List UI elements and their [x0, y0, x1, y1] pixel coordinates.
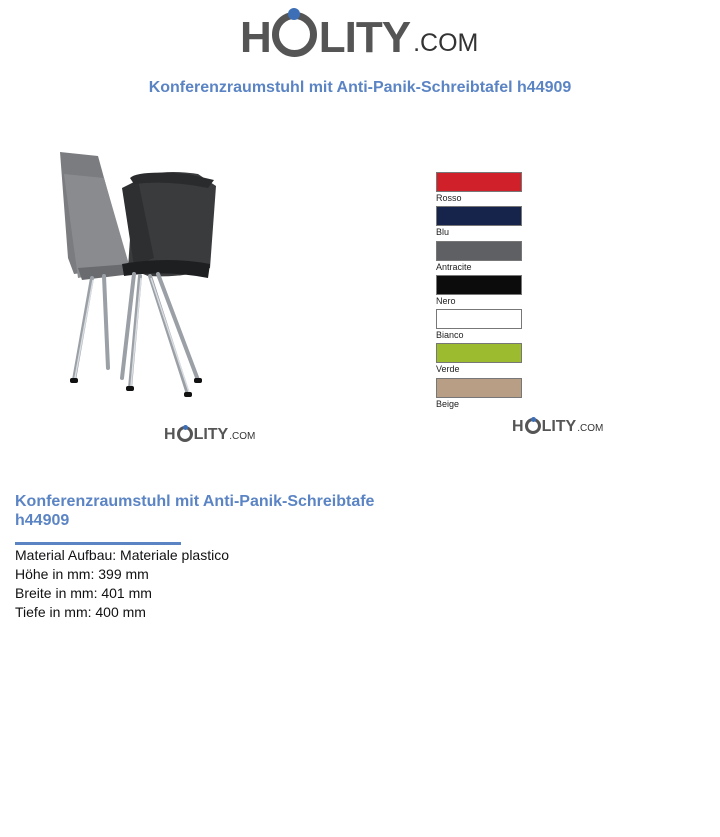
chair-product-image — [38, 118, 258, 418]
spec-width: Breite in mm: 401 mm — [15, 585, 152, 601]
color-chip — [436, 378, 522, 398]
color-swatch — [436, 206, 522, 240]
product-specs — [15, 546, 229, 622]
spec-depth: Tiefe in mm: 400 mm — [15, 604, 146, 620]
logo-text-com: .COM — [413, 29, 479, 57]
logo-text-lity: LITY — [541, 418, 577, 435]
color-swatch — [436, 275, 522, 309]
logo-text-lity: LITY — [318, 13, 411, 62]
color-chip — [436, 172, 522, 192]
holity-logo-small — [164, 426, 255, 443]
color-label: Antracite — [436, 261, 472, 272]
color-chip — [436, 241, 522, 261]
color-swatch — [436, 172, 522, 206]
holity-logo-small — [512, 418, 603, 435]
color-swatch — [436, 309, 522, 343]
logo-text-com: .COM — [577, 423, 604, 434]
heading-divider — [15, 542, 181, 545]
page-title: Konferenzraumstuhl mit Anti-Panik-Schreibtafel h44909 — [148, 79, 572, 96]
holity-logo[interactable] — [240, 12, 478, 60]
color-swatch-list — [436, 172, 522, 412]
spec-material: Material Aufbau: Materiale plastico — [15, 547, 229, 563]
logo-text-h: H — [512, 418, 524, 435]
color-label: Verde — [436, 364, 460, 375]
color-label: Nero — [436, 295, 456, 306]
logo-dot-icon — [288, 8, 300, 20]
color-label: Bianco — [436, 330, 464, 341]
color-label: Beige — [436, 398, 460, 409]
logo-text-lity: LITY — [193, 426, 229, 443]
color-swatch — [436, 241, 522, 275]
logo-text-h: H — [164, 426, 176, 443]
spec-height: Höhe in mm: 399 mm — [15, 566, 149, 582]
logo-ring-icon — [525, 418, 541, 434]
logo-dot-icon — [531, 417, 536, 422]
color-chip — [436, 343, 522, 363]
color-swatch — [436, 378, 522, 412]
logo-dot-icon — [183, 425, 188, 430]
color-chip — [436, 206, 522, 226]
color-swatch — [436, 343, 522, 377]
logo-ring-icon — [177, 426, 193, 442]
product-heading: Konferenzraumstuhl mit Anti-Panik-Schreibtafe h44909 — [15, 493, 375, 529]
color-chip — [436, 275, 522, 295]
logo-text-h: H — [240, 13, 271, 62]
color-label: Blu — [436, 227, 450, 238]
color-chip — [436, 309, 522, 329]
color-label: Rosso — [436, 193, 462, 203]
logo-ring-icon — [272, 12, 317, 57]
logo-text-com: .COM — [229, 431, 256, 442]
